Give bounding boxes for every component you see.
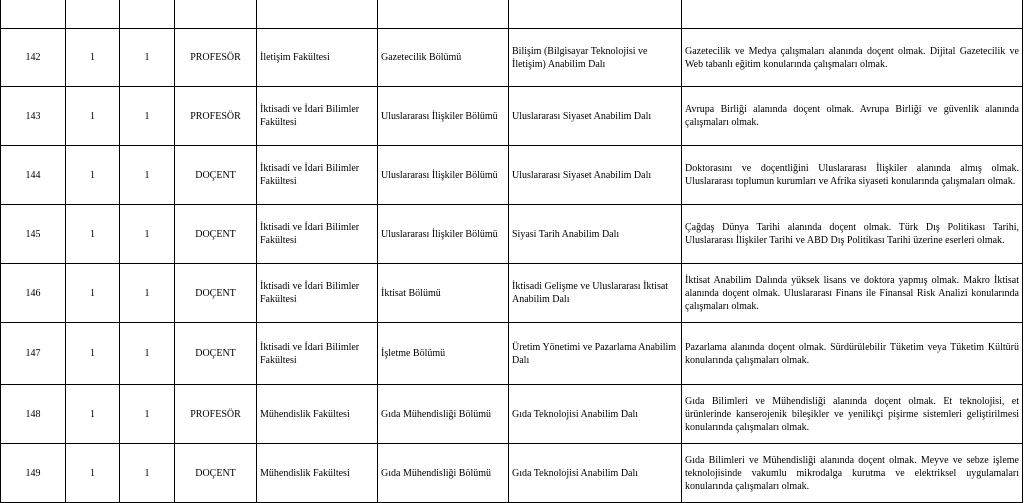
faculty-cell: İktisadi ve İdari Bilimler Fakültesi	[257, 323, 378, 385]
department-cell: Gazetecilik Bölümü	[378, 29, 509, 87]
quota-cell: 1	[66, 29, 120, 87]
title-cell: DOÇENT	[175, 323, 257, 385]
quota-cell: 1	[66, 385, 120, 444]
quota-cell: 1	[66, 87, 120, 146]
count-cell: 1	[120, 205, 175, 264]
quota-cell: 1	[66, 444, 120, 503]
department-cell: İktisat Bölümü	[378, 264, 509, 323]
row-number: 145	[1, 205, 66, 264]
row-number: 144	[1, 146, 66, 205]
table-row	[1, 323, 1023, 385]
faculty-cell: İktisadi ve İdari Bilimler Fakültesi	[257, 87, 378, 146]
department-cell: Gıda Mühendisliği Bölümü	[378, 444, 509, 503]
division-cell: İktisadi Gelişme ve Uluslararası İktisat Anabilim Dalı	[509, 264, 682, 323]
requirement-cell: Gıda Bilimleri ve Mühendisliği alanında doçent olmak. Et teknolojisi, et ürünlerinde kanserojenik bileşikler ve yenilikçi pişirme sistemleri geliştirilmesi konularında çalışmaları olmak.	[682, 385, 1023, 444]
division-cell: Gıda Teknolojisi Anabilim Dalı	[509, 444, 682, 503]
table-row	[1, 205, 1023, 264]
title-cell: DOÇENT	[175, 146, 257, 205]
quota-cell: 1	[66, 323, 120, 385]
count-cell: 1	[120, 323, 175, 385]
quota-cell: 1	[66, 205, 120, 264]
table-row	[1, 385, 1023, 444]
count-cell: 1	[120, 264, 175, 323]
faculty-cell: Mühendislik Fakültesi	[257, 385, 378, 444]
requirement-cell: Avrupa Birliği alanında doçent olmak. Avrupa Birliği ve güvenlik alanında çalışmaları olmak.	[682, 87, 1023, 146]
faculty-cell: İletişim Fakültesi	[257, 29, 378, 87]
division-cell: Uluslararası Siyaset Anabilim Dalı	[509, 146, 682, 205]
requirement-cell: Çağdaş Dünya Tarihi alanında doçent olmak. Türk Dış Politikası Tarihi, Uluslararası İlişkiler Tarihi ve ABD Dış Politikası Tarihi üzerine eserleri olmak.	[682, 205, 1023, 264]
title-cell: DOÇENT	[175, 264, 257, 323]
table-row	[1, 264, 1023, 323]
requirement-cell: İktisat Anabilim Dalında yüksek lisans ve doktora yapmış olmak. Makro İktisat alanında doçent olmak. Uluslararası Finans ile Finansal Risk Analizi konularında çalışmaları olmak.	[682, 264, 1023, 323]
table-row	[1, 146, 1023, 205]
count-cell: 1	[120, 146, 175, 205]
title-cell: DOÇENT	[175, 444, 257, 503]
department-cell: Uluslararası İlişkiler Bölümü	[378, 146, 509, 205]
title-cell: DOÇENT	[175, 205, 257, 264]
title-cell: PROFESÖR	[175, 87, 257, 146]
division-cell: Gıda Teknolojisi Anabilim Dalı	[509, 385, 682, 444]
department-cell: İşletme Bölümü	[378, 323, 509, 385]
division-cell: Siyasi Tarih Anabilim Dalı	[509, 205, 682, 264]
division-cell: Uluslararası Siyaset Anabilim Dalı	[509, 87, 682, 146]
count-cell: 1	[120, 29, 175, 87]
department-cell: Gıda Mühendisliği Bölümü	[378, 385, 509, 444]
table-row	[1, 29, 1023, 87]
requirement-cell: Pazarlama alanında doçent olmak. Sürdürülebilir Tüketim veya Tüketim Kültürü konularında çalışmaları olmak.	[682, 323, 1023, 385]
requirement-cell: Doktorasını ve doçentliğini Uluslararası İlişkiler alanında almış olmak. Uluslararası toplumun kurumları ve Afrika siyaseti konularında çalışmaları olmak.	[682, 146, 1023, 205]
faculty-cell: İktisadi ve İdari Bilimler Fakültesi	[257, 264, 378, 323]
department-cell: Uluslararası İlişkiler Bölümü	[378, 87, 509, 146]
row-number: 146	[1, 264, 66, 323]
table-row	[1, 444, 1023, 503]
table-row-partial-top	[1, 0, 1023, 29]
department-cell: Uluslararası İlişkiler Bölümü	[378, 205, 509, 264]
faculty-cell: İktisadi ve İdari Bilimler Fakültesi	[257, 205, 378, 264]
quota-cell: 1	[66, 264, 120, 323]
title-cell: PROFESÖR	[175, 385, 257, 444]
row-number: 142	[1, 29, 66, 87]
row-number: 147	[1, 323, 66, 385]
faculty-cell: İktisadi ve İdari Bilimler Fakültesi	[257, 146, 378, 205]
row-number: 143	[1, 87, 66, 146]
table-row	[1, 87, 1023, 146]
row-number: 148	[1, 385, 66, 444]
division-cell: Üretim Yönetimi ve Pazarlama Anabilim Dalı	[509, 323, 682, 385]
title-cell: PROFESÖR	[175, 29, 257, 87]
quota-cell: 1	[66, 146, 120, 205]
row-number: 149	[1, 444, 66, 503]
division-cell: Bilişim (Bilgisayar Teknolojisi ve İletişim) Anabilim Dalı	[509, 29, 682, 87]
count-cell: 1	[120, 444, 175, 503]
requirement-cell: Gazetecilik ve Medya çalışmaları alanında doçent olmak. Dijital Gazetecilik ve Web tabanlı eğitim konularında çalışmaları olmak.	[682, 29, 1023, 87]
count-cell: 1	[120, 385, 175, 444]
faculty-cell: Mühendislik Fakültesi	[257, 444, 378, 503]
requirement-cell: Gıda Bilimleri ve Mühendisliği alanında doçent olmak. Meyve ve sebze işleme teknolojisinde vakumlu mikrodalga kurutma ve elektriksel uygulamaları konularında çalışmaları olmak.	[682, 444, 1023, 503]
count-cell: 1	[120, 87, 175, 146]
